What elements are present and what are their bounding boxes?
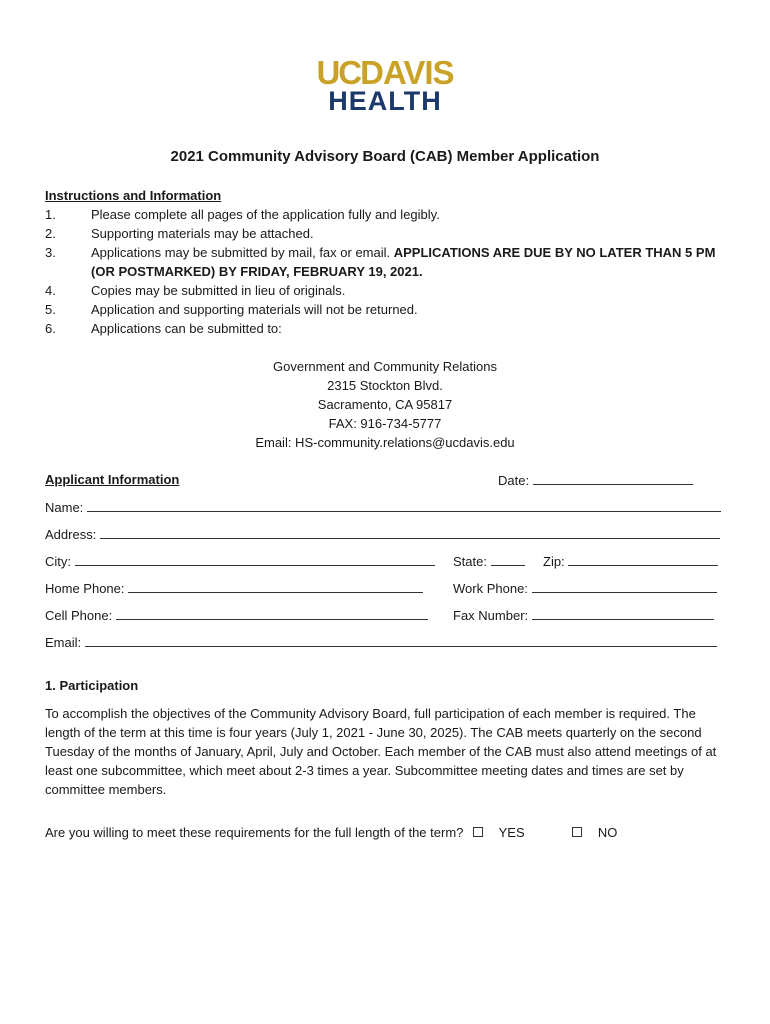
address-street: 2315 Stockton Blvd. xyxy=(327,378,443,393)
state-field[interactable]: State: xyxy=(453,553,525,569)
list-item: 2. Supporting materials may be attached. xyxy=(45,226,314,241)
email-field[interactable]: Email: xyxy=(45,634,717,650)
cell-phone-field[interactable]: Cell Phone: xyxy=(45,607,428,623)
address-fax: FAX: 916-734-5777 xyxy=(328,416,442,431)
list-item: 1. Please complete all pages of the application fully and legibly. xyxy=(45,207,440,222)
logo-health: HEALTH xyxy=(328,86,442,116)
due-date-notice: APPLICATIONS ARE DUE BY NO LATER THAN 5 PM (OR POSTMARKED) BY FRIDAY, FEBRUARY 19, 2021. xyxy=(91,245,716,279)
work-phone-field[interactable]: Work Phone: xyxy=(453,580,717,596)
address-email: Email: HS-community.relations@ucdavis.edu xyxy=(255,435,515,450)
fax-number-field[interactable]: Fax Number: xyxy=(453,607,714,623)
cell-phone-input[interactable] xyxy=(116,607,428,620)
mailing-address xyxy=(0,357,770,452)
state-input[interactable] xyxy=(491,553,525,566)
home-phone-input[interactable] xyxy=(128,580,423,593)
address-org: Government and Community Relations xyxy=(273,359,497,374)
fax-number-input[interactable] xyxy=(532,607,714,620)
home-phone-field[interactable]: Home Phone: xyxy=(45,580,423,596)
address-input[interactable] xyxy=(100,526,720,539)
city-field[interactable]: City: xyxy=(45,553,435,569)
city-input[interactable] xyxy=(75,553,435,566)
name-field[interactable]: Name: xyxy=(45,499,721,515)
list-item: 3. Applications may be submitted by mail, fax or email. APPLICATIONS ARE DUE BY NO LATER THAN 5 PM (OR POSTMARKED) BY FRIDAY, FEBRUARY 19, 2021. xyxy=(45,245,716,279)
list-item: 6. Applications can be submitted to: xyxy=(45,321,282,336)
participation-paragraph: To accomplish the objectives of the Community Advisory Board, full participation of each member is required. The length of the term at this time is four years (July 1, 2021 - June 30, 2025). The CAB meets quarterly on the second Tuesday of the months of January, April, July and October. Each member of the CAB must also attend meetings of at least one subcommittee, which meet about 2-3 times a year. Subcommittee meeting dates and times are set by committee members. xyxy=(45,706,717,797)
participation-heading: 1. Participation xyxy=(45,678,139,693)
logo-uc: UC xyxy=(316,54,361,91)
email-input[interactable] xyxy=(85,634,717,647)
date-input[interactable] xyxy=(533,472,693,485)
zip-input[interactable] xyxy=(568,553,718,566)
instructions-list xyxy=(45,205,725,338)
name-input[interactable] xyxy=(87,499,721,512)
list-item: 4. Copies may be submitted in lieu of originals. xyxy=(45,283,346,298)
work-phone-input[interactable] xyxy=(532,580,717,593)
page-title: 2021 Community Advisory Board (CAB) Member Application xyxy=(170,148,600,165)
zip-field[interactable]: Zip: xyxy=(543,553,718,569)
instructions-heading: Instructions and Information xyxy=(45,188,222,203)
applicant-heading: Applicant Information xyxy=(45,472,180,487)
no-label: NO xyxy=(597,825,618,840)
yes-label: YES xyxy=(498,825,525,840)
logo-davis: DAVIS xyxy=(360,54,454,91)
address-city: Sacramento, CA 95817 xyxy=(317,397,453,412)
list-item: 5. Application and supporting materials will not be returned. xyxy=(45,302,418,317)
date-field[interactable]: Date: xyxy=(498,472,693,488)
participation-question: Are you willing to meet these requirements for the full length of the term? YES NO xyxy=(45,825,618,840)
ucdavis-health-logo xyxy=(0,54,770,116)
yes-checkbox[interactable] xyxy=(473,827,483,837)
address-field[interactable]: Address: xyxy=(45,526,720,542)
no-checkbox[interactable] xyxy=(572,827,582,837)
